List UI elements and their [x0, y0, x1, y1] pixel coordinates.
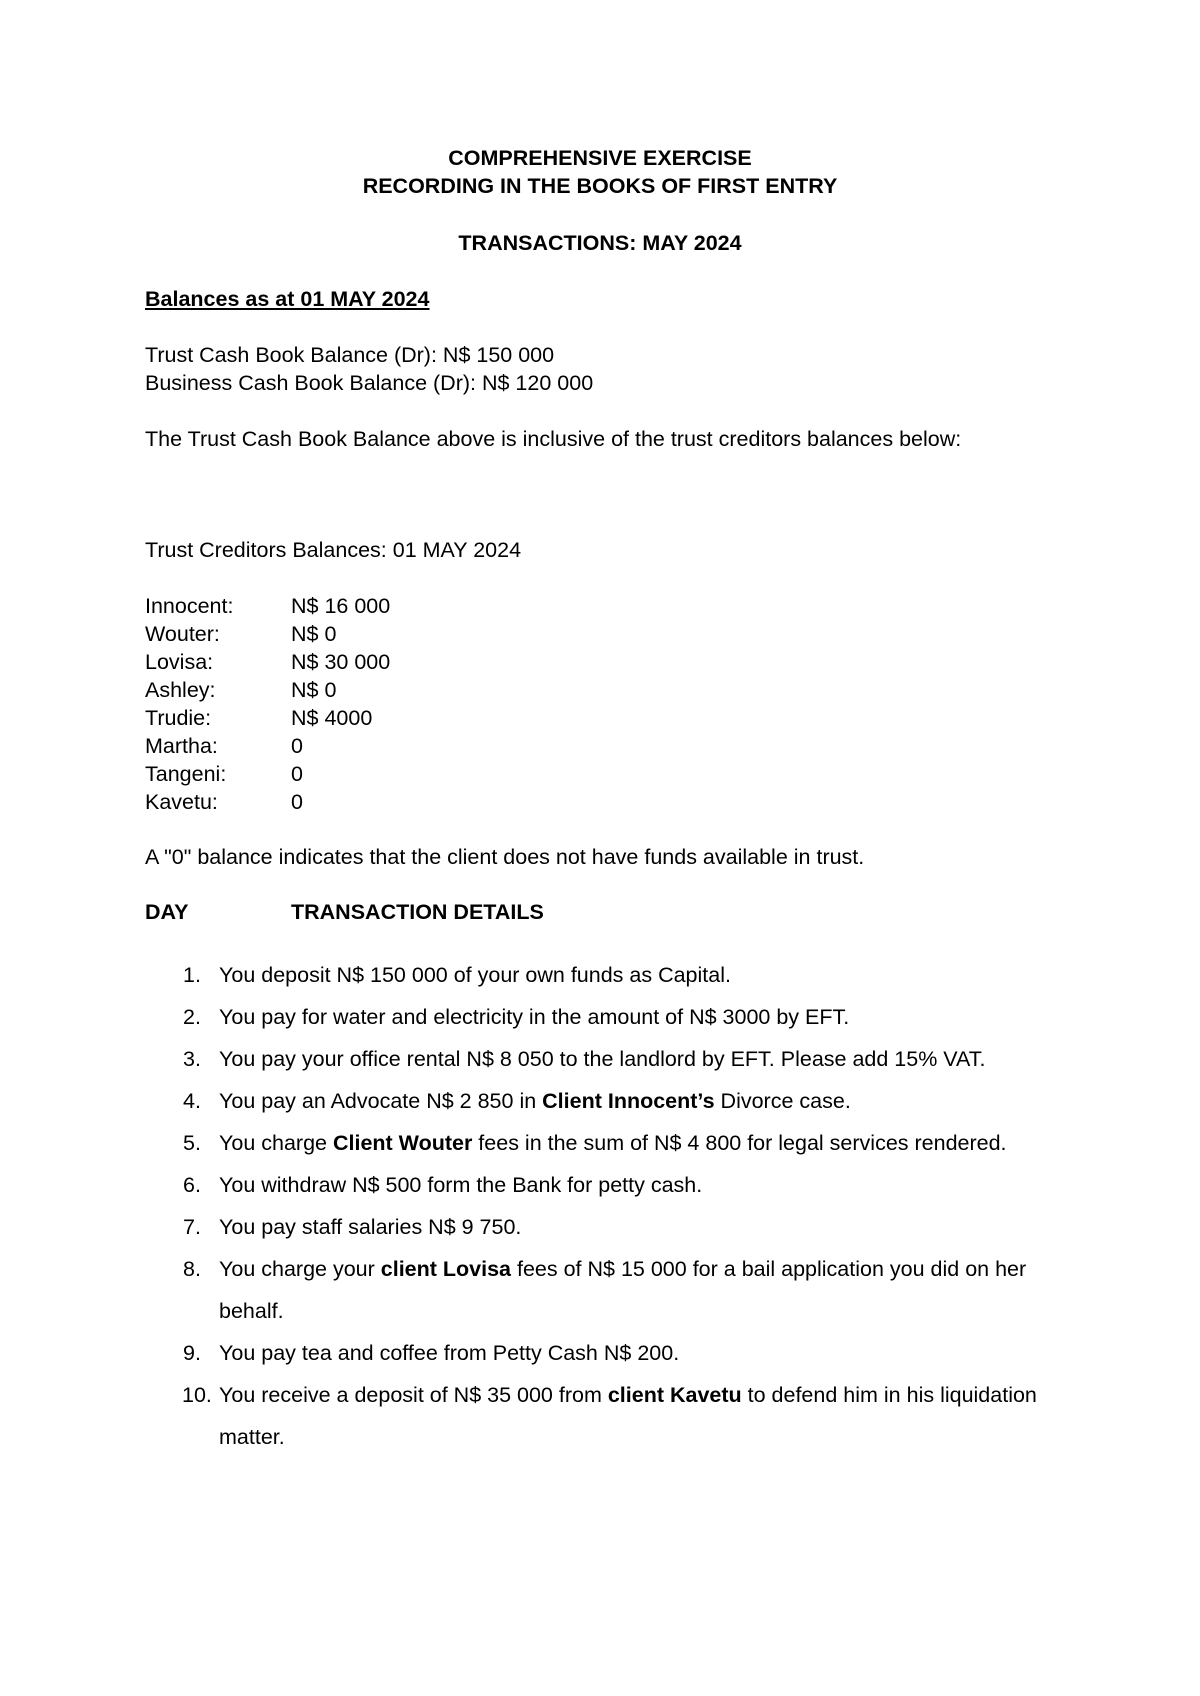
transaction-text-tail: fees of N$ 15 000 for a bail application you did on her behalf.	[219, 1257, 1027, 1323]
transaction-number: 5.	[183, 1131, 201, 1155]
transaction-text-tail: Divorce case.	[714, 1089, 851, 1113]
transaction-item	[145, 996, 1075, 1038]
subtitle: TRANSACTIONS: MAY 2024	[458, 231, 742, 255]
transaction-number: 8.	[183, 1257, 201, 1281]
creditor-amount: N$ 16 000	[291, 594, 391, 618]
creditor-name: Kavetu:	[145, 790, 218, 814]
transactions-list	[145, 954, 1075, 1458]
creditor-amount: 0	[291, 734, 303, 758]
transaction-text: You pay an Advocate N$ 2 850 in	[219, 1089, 543, 1113]
transaction-text: You pay staff salaries N$ 9 750.	[219, 1215, 522, 1239]
creditor-name: Martha:	[145, 734, 218, 758]
details-column-heading: TRANSACTION DETAILS	[291, 900, 544, 924]
balances-heading: Balances as at 01 MAY 2024	[145, 287, 430, 311]
transaction-text: You pay your office rental N$ 8 050 to the landlord by EFT. Please add 15% VAT.	[219, 1047, 986, 1071]
creditor-name: Lovisa:	[145, 650, 214, 674]
creditor-row	[145, 592, 390, 620]
title-line-2: RECORDING IN THE BOOKS OF FIRST ENTRY	[362, 174, 838, 198]
transaction-text: You pay for water and electricity in the amount of N$ 3000 by EFT.	[219, 1005, 850, 1029]
transaction-number: 3.	[183, 1047, 201, 1071]
creditors-list	[145, 592, 390, 816]
transaction-number: 2.	[183, 1005, 201, 1029]
transaction-text: You deposit N$ 150 000 of your own funds as Capital.	[219, 963, 731, 987]
transaction-item	[145, 1206, 1075, 1248]
transaction-item	[145, 1164, 1075, 1206]
transaction-number: 9.	[183, 1341, 201, 1365]
creditor-row	[145, 620, 390, 648]
transaction-number: 1.	[183, 963, 201, 987]
creditor-row	[145, 788, 390, 816]
transactions-header	[145, 898, 544, 926]
transaction-item	[145, 1374, 1075, 1458]
transaction-text: You charge	[219, 1131, 333, 1155]
creditor-name: Innocent:	[145, 594, 234, 618]
zero-balance-note: A "0" balance indicates that the client does not have funds available in trust.	[145, 845, 865, 869]
transaction-number: 7.	[183, 1215, 201, 1239]
transaction-number: 6.	[183, 1173, 201, 1197]
creditor-row	[145, 676, 390, 704]
transaction-number: 10.	[182, 1383, 212, 1407]
creditor-amount: 0	[291, 790, 303, 814]
transaction-number: 4.	[183, 1089, 201, 1113]
client-name-bold: Client Innocent’s	[542, 1089, 715, 1113]
transaction-text: You receive a deposit of N$ 35 000 from	[219, 1383, 608, 1407]
creditors-heading: Trust Creditors Balances: 01 MAY 2024	[145, 538, 522, 562]
trust-cash-balance: Trust Cash Book Balance (Dr): N$ 150 000	[145, 343, 555, 367]
creditor-row	[145, 704, 390, 732]
transaction-item	[145, 1332, 1075, 1374]
creditor-row	[145, 648, 390, 676]
transaction-item	[145, 1248, 1075, 1332]
creditor-amount: N$ 4000	[291, 706, 373, 730]
transaction-text-tail: to defend him in his liquidation matter.	[219, 1383, 1037, 1449]
transaction-item	[145, 1080, 1075, 1122]
transaction-item	[145, 1038, 1075, 1080]
creditor-amount: 0	[291, 762, 303, 786]
client-name-bold: Client Wouter	[332, 1131, 473, 1155]
title-line-1: COMPREHENSIVE EXERCISE	[448, 146, 752, 170]
client-name-bold: client Kavetu	[607, 1383, 742, 1407]
transaction-text: You charge your	[219, 1257, 381, 1281]
day-column-heading: DAY	[145, 900, 189, 924]
creditor-name: Trudie:	[145, 706, 212, 730]
creditor-name: Wouter:	[145, 622, 220, 646]
creditor-row	[145, 760, 390, 788]
business-cash-balance: Business Cash Book Balance (Dr): N$ 120 000	[145, 371, 594, 395]
creditor-name: Tangeni:	[145, 762, 227, 786]
transaction-text: You pay tea and coffee from Petty Cash N$ 200.	[219, 1341, 680, 1365]
creditor-name: Ashley:	[145, 678, 216, 702]
transaction-text-tail: fees in the sum of N$ 4 800 for legal services rendered.	[472, 1131, 1007, 1155]
transaction-item	[145, 954, 1075, 996]
inclusive-note: The Trust Cash Book Balance above is inclusive of the trust creditors balances below:	[145, 427, 962, 451]
creditor-row	[145, 732, 390, 760]
creditor-amount: N$ 30 000	[291, 650, 391, 674]
transaction-item	[145, 1122, 1075, 1164]
creditor-amount: N$ 0	[291, 678, 337, 702]
transaction-text: You withdraw N$ 500 form the Bank for petty cash.	[219, 1173, 703, 1197]
creditor-amount: N$ 0	[291, 622, 337, 646]
client-name-bold: client Lovisa	[380, 1257, 512, 1281]
